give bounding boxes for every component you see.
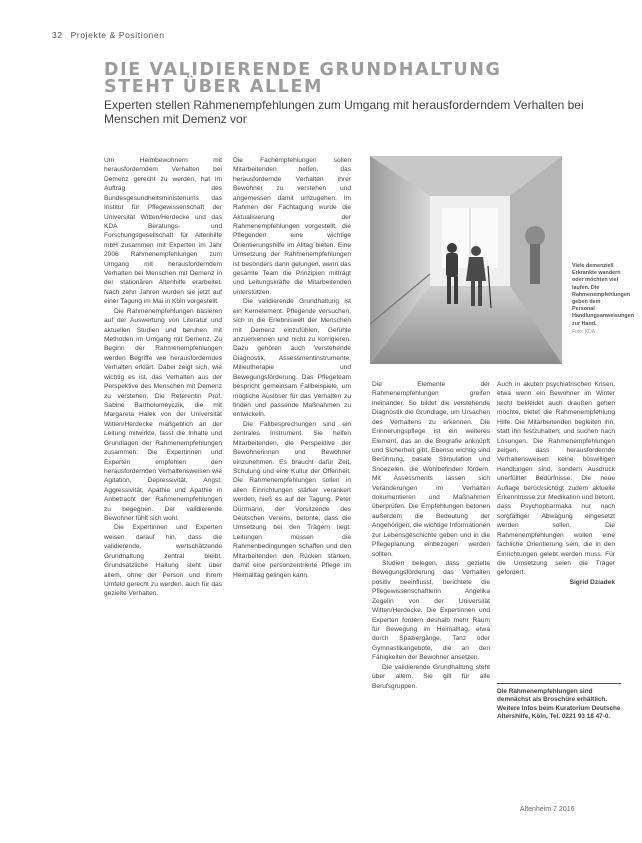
corridor-photo-illustration	[370, 156, 562, 364]
info-box	[497, 683, 621, 722]
article-photo	[370, 156, 562, 364]
page-footer: Altenheim 7 2016	[520, 806, 575, 813]
section-label: Projekte & Positionen	[70, 30, 165, 40]
page-header	[52, 30, 165, 40]
info-box-text: Die Rahmenempfehlungen sind demnächst als Broschüre erhältlich. Weitere Infos beim Kuratorium Deutsche Altershilfe, Köln, Tel. 0221 93 18 47-0.	[497, 688, 621, 721]
paragraph: Um Heimbewohnern mit herausforderndem Verhalten bei Demenz gerecht zu werden, hat im Auftrag des Bundesgesundheitsministeriums das Institut für Pflegewissenschaft der Universität Witten/Herdecke und das KDA Beratungs- und Forschungsgesellschaft für Altenhilfe mbH zusammen mit Experten im Jahr 2006 Rahmenempfehlungen zum Umgang mit herausforderndem Verhalten bei Menschen mit Demenz in der stationären Altenhilfe erarbeitet. Nach zehn Jahren wurden sie jetzt auf einer Tagung im Mai in Köln vorgestellt.	[104, 157, 222, 306]
photo-credit: Foto: KDA	[572, 328, 596, 335]
photo-caption-text: Viele demenziell Erkrankte wandern oder möchten viel laufen. Die Rahmenempfehlungen geben dem Personal Handlungsanweisungen zur Hand.	[572, 263, 634, 327]
paragraph: Die validierende Grundhaltung ist ein Kernelement. Pflegende versuchen, sich in die Erlebniswelt der Menschen mit Demenz einzufühlen, Gefühle anzuerkennen und nicht zu korrigieren. Dazu gehören auch Verstehende Diagnostik, Assessmentinstrumente, Milieutherapie und Bewegungsförderung. Das Pflegeteam bespricht gemeinsam Fallbeispiele, um mögliche Auslöser für das Verhalten zu finden und passende Maßnahmen zu entwickeln.	[233, 298, 351, 419]
author-name: Sigrid Dziadek	[569, 578, 615, 586]
text-column-1	[104, 156, 222, 826]
paragraph: Die Fachempfehlungen sollen Mitarbeitenden helfen, das herausfordernde Verhalten ihrer Bewohner zu verstehen und angemessen damit umzugehen. Im Rahmen der Fachtagung wurde die Aktualisierung der Rahmenempfehlungen vorgestellt, die Pflegenden eine wichtige Orientierungshilfe im Alltag bieten. Eine Umsetzung der Rahmenempfehlungen ist besonders dann gelungen, wenn das gesamte Team die Prinzipien mitträgt und Leitungskräfte die Mitarbeitenden unterstützen.	[233, 157, 351, 296]
text-column-4	[497, 380, 615, 680]
paragraph: Die Expertinnen und Experten weisen darauf hin, dass die validierende, wertschätzende Grundhaltung zentral bleibt. Grundsätzliche Haltung steht über allem, ohne der Person und ihrem Umfeld gerecht zu werden, auch für das gezielte Verhalten.	[104, 524, 222, 598]
paragraph: Die Rahmenempfehlungen basieren auf der Auswertung von Literatur und aktuellen Studien und beruhen mit Methoden im Umgang mit Demenz. Zu Beginn der Rahmenempfehlungen werden Begriffe wie herausforderndes Verhalten erklärt. Dabei zeigt sich, wie wichtig es ist, das Verhalten aus der Perspektive des Menschen mit Demenz zu verstehen. Die Referentin Prof. Sabine Bartholomeyczik, die mit Margareta Halek von der Universität Witten/Herdecke maßgeblich an der Leitung mitwirkte, fasst die Inhalte und Grundlagen der Rahmenempfehlungen zusammen: Die Expertinnen und Experten empfehlen den herausfordernden Verhaltensweisen wie Agitation, Depressivität, Angst, Aggressivität, Apathie und Apathie in Anbetracht der Rahmenempfehlungen zu begegnen. Der validierende Bewohner fühlt sich wohl.	[104, 307, 222, 523]
paragraph: Studien belegen, dass gezielte Bewegungsförderung das Verhalten positiv beeinflusst, berichtete die Pflegewissenschaftlerin Angelika Zegelin von der Universität Witten/Herdecke. Die Expertinnen und Experten fordern deshalb mehr Raum für Bewegung im Heimalltag, etwa durch Spaziergänge, Tanz oder Gymnastikangebote, die an den Fähigkeiten der Bewohner ansetzen.	[372, 560, 490, 662]
article-title	[104, 62, 624, 96]
article-title-line-2: STEHT ÜBER ALLEM	[104, 77, 324, 97]
paragraph: Die validierende Grundhaltung steht über allem. Sie gilt für alle Berufsgruppen.	[372, 663, 490, 690]
photo-caption	[572, 263, 634, 336]
paragraph: Die Elemente der Rahmenempfehlungen greifen ineinander. So bildet die verstehende Diagnostik die Grundlage, um Ursachen des Verhaltens zu erkennen. Die Erinnerungspflege ist ein weiteres Element, das an die Biografie anknüpft und Sicherheit gibt. Ebenso wichtig sind Berührung, basale Stimulation und Snoezelen, die Wohlbefinden fördern. Mit Assessments lassen sich Veränderungen im Verhalten dokumentieren und Maßnahmen überprüfen. Die Empfehlungen betonen außerdem die Bedeutung der Angehörigen, die wichtige Informationen zur Lebensgeschichte geben und in die Pflegeplanung einbezogen werden sollten.	[372, 381, 490, 558]
paragraph: Die Fallbesprechungen sind ein zentrales Instrument. Sie helfen Mitarbeitenden, die Perspektive der Bewohnerinnen und Bewohner einzunehmen. Es braucht dafür Zeit, Schulung und eine Kultur der Offenheit. Die Rahmenempfehlungen sollen in allen Einrichtungen stärker verankert werden, hieß es auf der Tagung. Peter Dürrmann, der Vorsitzende des Deutschen Vereins, betonte, dass die Umsetzung bei den Trägern liegt. Leitungen müssen die Rahmenbedingungen schaffen und den Mitarbeitenden den Rücken stärken, damit eine personzentrierte Pflege im Heimalltag gelingen kann.	[233, 420, 351, 579]
article-author	[497, 578, 615, 587]
article-subtitle: Experten stellen Rahmenempfehlungen zum Umgang mit herausforderndem Verhalten bei Menschen mit Demenz vor	[104, 98, 584, 126]
article-title-line-1: DIE VALIDIERENDE GRUNDHALTUNG	[104, 60, 502, 80]
paragraph: Auch in akuten psychiatrischen Krisen, etwa wenn ein Bewohner im Winter leicht bekleidet auch draußen gehen möchte, bietet die Rahmenempfehlung Hilfe. Die Mitarbeitenden begleiten ihn, statt ihn festzuhalten, und suchen nach Lösungen. Die Rahmenempfehlungen zeigen, dass herausfordernde Verhaltensweisen keine böswilligen Handlungen sind, sondern Ausdruck unerfüllter Bedürfnisse. Die neue Auflage berücksichtigt zudem aktuelle Erkenntnisse zur Medikation und betont, dass Psychopharmaka nur nach sorgfältiger Abwägung eingesetzt werden sollen. Die Rahmenempfehlungen wollen eine fachliche Orientierung sein, die in den Einrichtungen gelebt werden muss. Für die Umsetzung seien die Träger gefordert.	[497, 381, 615, 577]
text-column-2	[233, 156, 351, 826]
text-column-3	[372, 380, 490, 826]
page-number: 32	[52, 30, 63, 40]
